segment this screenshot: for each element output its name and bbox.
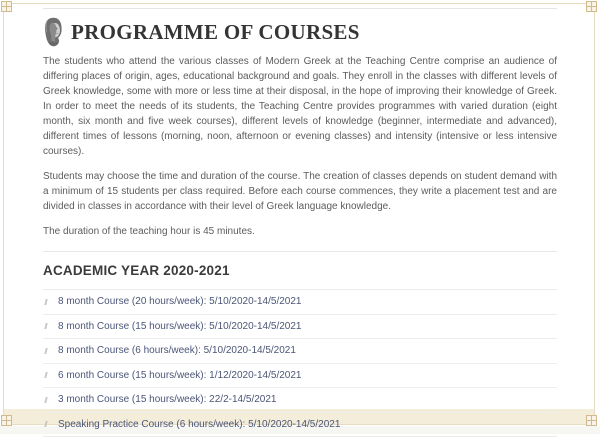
placement-paragraph: Students may choose the time and duration of the course. The creation of classes depends on student demand with a minimum of 15 students per class required. Before each course commences, they write a placement test and are divided in classes in accordance with their level of Greek language knowledge. (43, 169, 557, 214)
course-link[interactable]: 8 month Course (20 hours/week): 5/10/2020-14/5/2021 (58, 296, 302, 308)
page-header (43, 17, 557, 47)
course-bullet-icon (44, 372, 47, 378)
course-list-item (43, 339, 557, 364)
course-link[interactable]: 6 month Course (15 hours/week): 1/12/2020-14/5/2021 (58, 370, 302, 382)
course-link[interactable]: 8 month Course (6 hours/week): 5/10/2020-14/5/2021 (58, 345, 296, 357)
teaching-hour-paragraph: The duration of the teaching hour is 45 minutes. (43, 224, 557, 239)
frame-corner-ornament-icon (586, 415, 597, 426)
course-bullet-icon (44, 323, 47, 329)
course-list (43, 289, 557, 437)
course-bullet-icon (44, 397, 47, 403)
frame-corner-ornament-icon (1, 415, 12, 426)
course-list-item (43, 413, 557, 437)
course-list-item (43, 388, 557, 413)
article-content (43, 8, 557, 437)
intro-paragraph: The students who attend the various classes of Modern Greek at the Teaching Centre comprise an audience of differing places of origin, ages, educational background and goals. They enroll in the classes with different levels of Greek knowledge, some with more or less time at their disposal, in the hope of improving their knowledge of Greek. In order to meet the needs of its students, the Teaching Centre provides programmes with varied duration (eight month, six month and five week courses), different levels of knowledge (beginner, intermediate and advanced), different times of lessons (morning, noon, afternoon or evening classes) and intensity (intensive or less intensive courses). (43, 54, 557, 159)
frame-corner-ornament-icon (586, 1, 597, 12)
course-bullet-icon (44, 421, 47, 427)
academic-year-heading: ACADEMIC YEAR 2020-2021 (43, 263, 557, 278)
greek-bust-emblem-icon (43, 17, 64, 47)
course-link[interactable]: 3 month Course (15 hours/week): 22/2-14/5/2021 (58, 394, 276, 406)
course-list-item (43, 364, 557, 389)
course-bullet-icon (44, 348, 47, 354)
course-bullet-icon (44, 299, 47, 305)
course-link[interactable]: Speaking Practice Course (6 hours/week): 5/10/2020-14/5/2021 (58, 419, 340, 431)
course-link[interactable]: 8 month Course (15 hours/week): 5/10/2020-14/5/2021 (58, 321, 302, 333)
course-list-item (43, 315, 557, 340)
section-divider (43, 251, 557, 252)
frame-corner-ornament-icon (1, 1, 12, 12)
page-title: PROGRAMME OF COURSES (71, 20, 360, 45)
course-list-item (43, 290, 557, 315)
